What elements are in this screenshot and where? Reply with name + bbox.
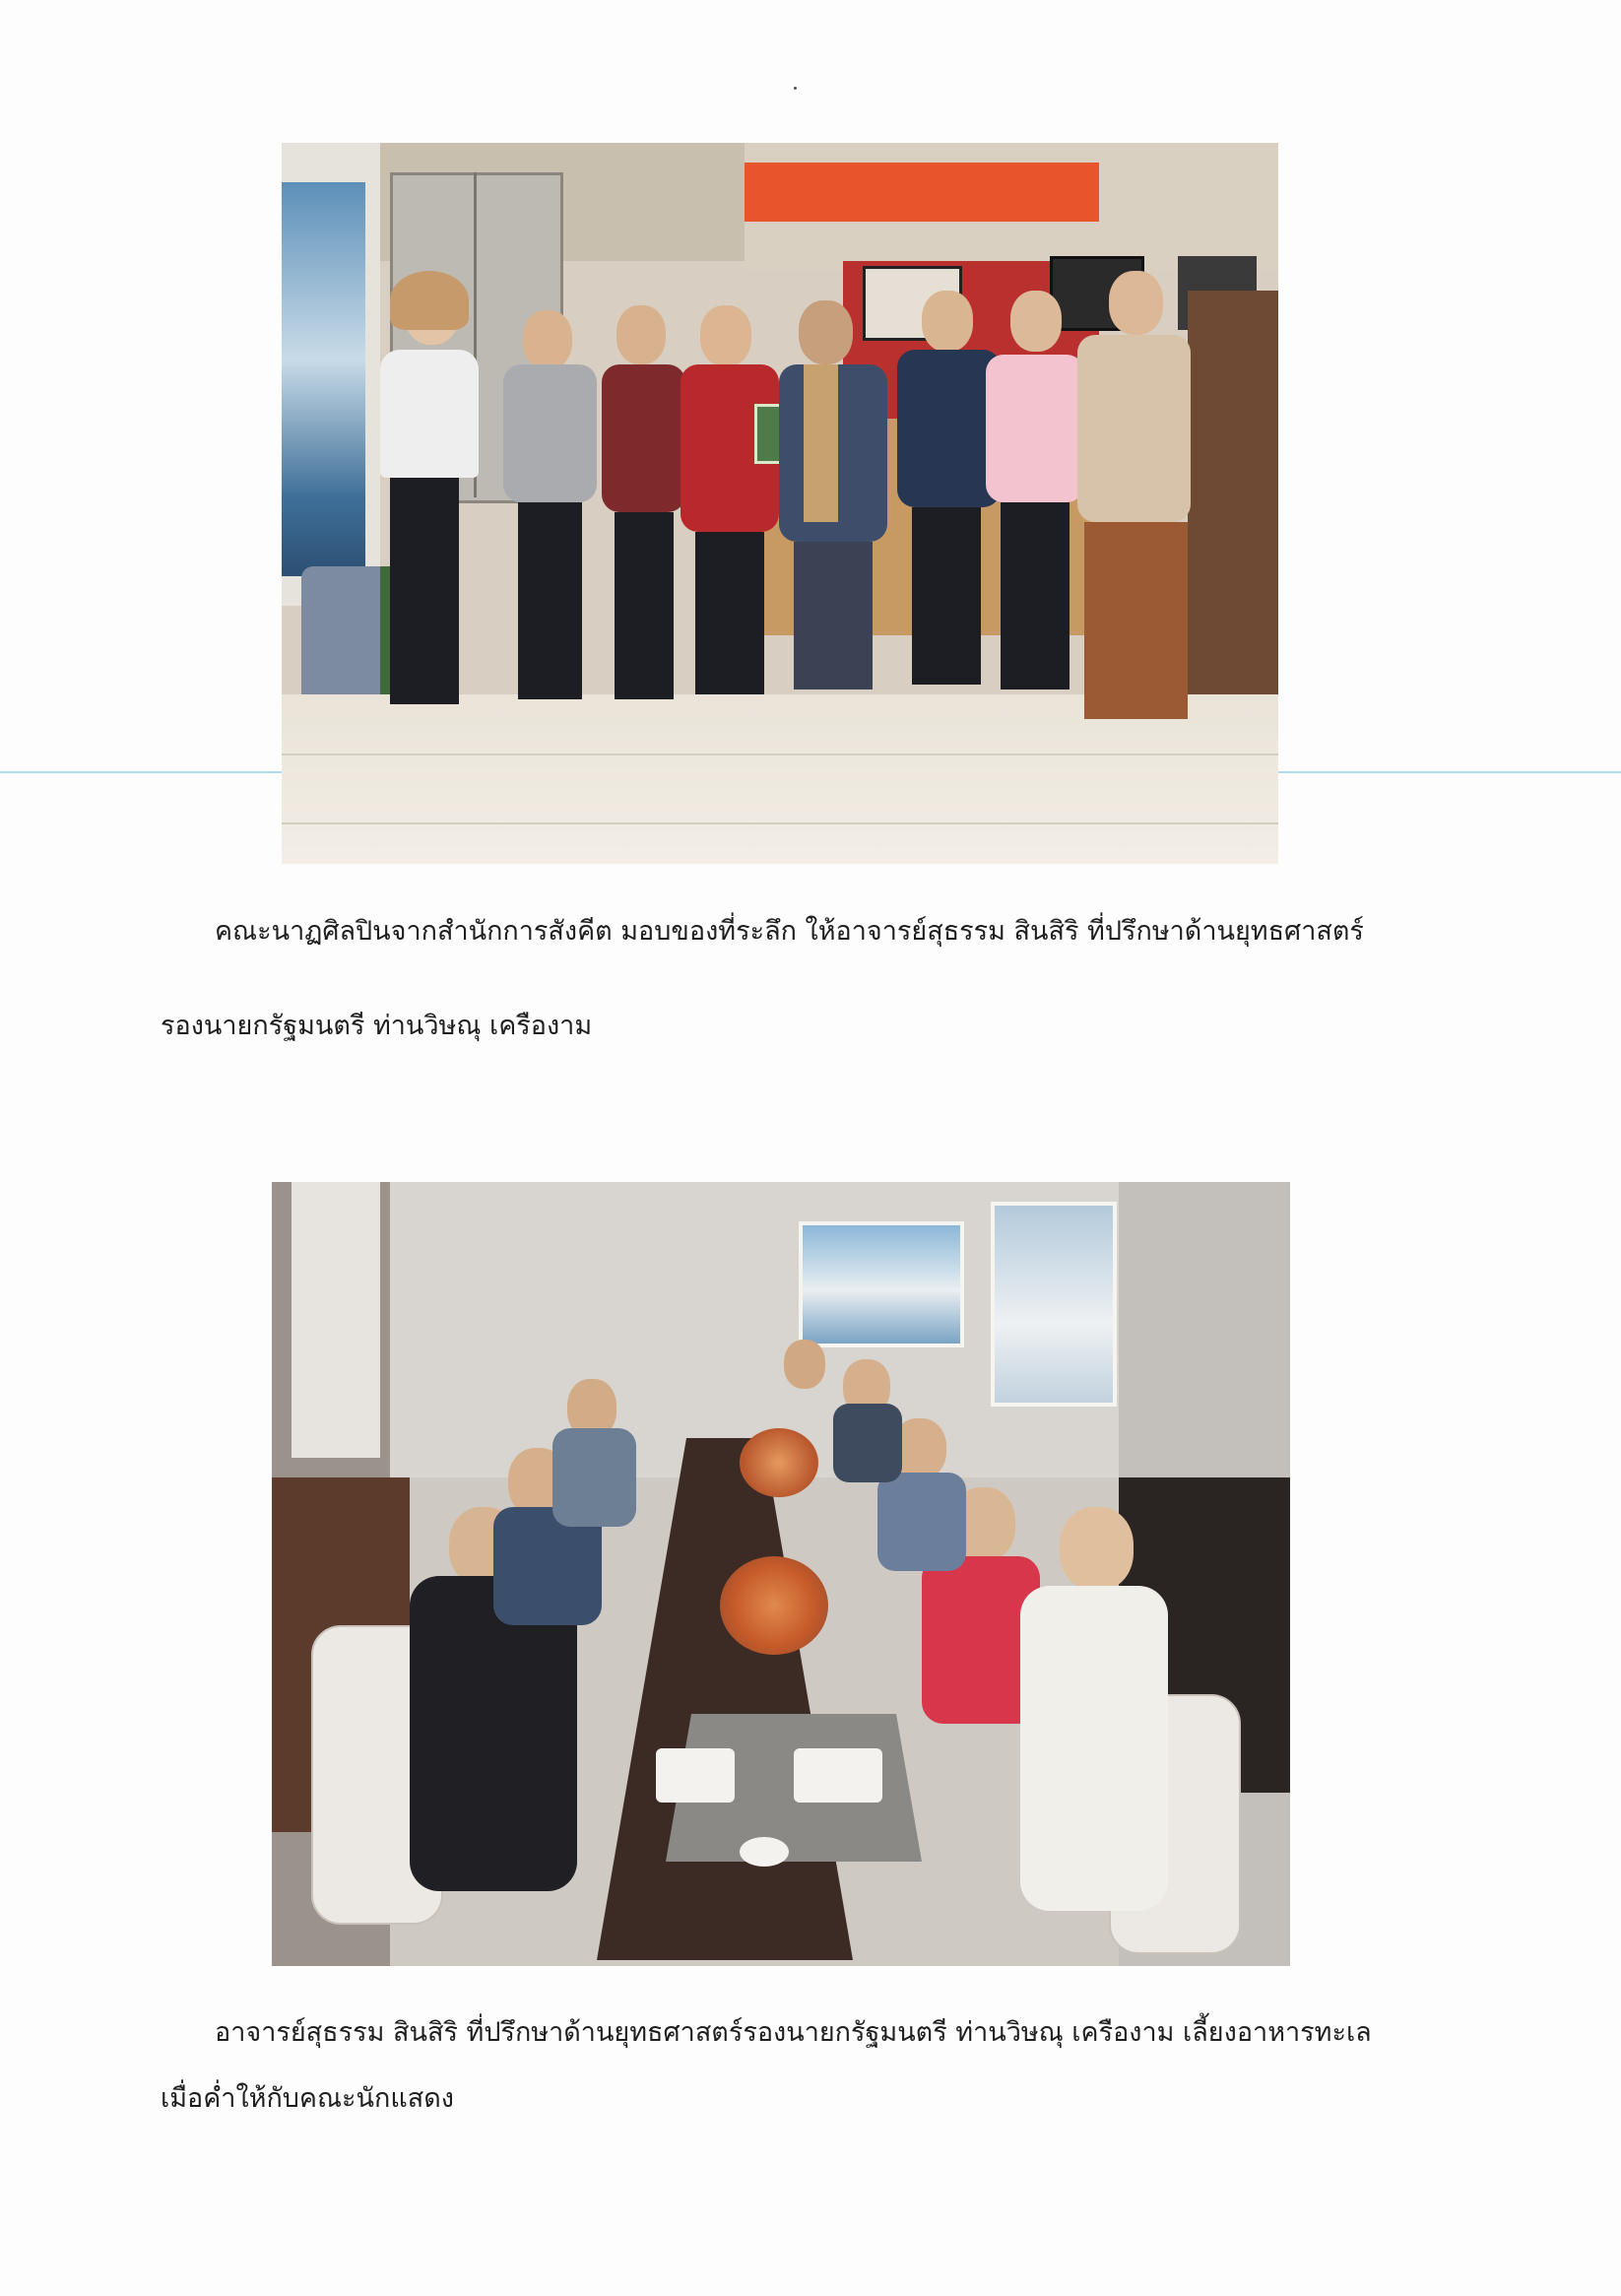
caption-1-line-1: คณะนาฏศิลปินจากสำนักการสังคีต มอบของที่ระลึก ให้อาจารย์สุธรรม สินสิริ ที่ปรึกษาด้านยุทธศาสตร์ <box>215 916 1364 947</box>
caption-2-line-2: เมื่อค่ำให้กับคณะนักแสดง <box>161 2083 454 2114</box>
harbor-painting <box>799 1221 964 1347</box>
window-painting <box>991 1202 1117 1407</box>
caption-1-line-2: รองนายกรัฐมนตรี ท่านวิษณุ เครืองาม <box>161 1011 593 1041</box>
scan-speck <box>794 87 797 90</box>
caption-2-line-1: อาจารย์สุธรรม สินสิริ ที่ปรึกษาด้านยุทธศาสตร์รองนายกรัฐมนตรี ท่านวิษณุ เครืองาม เลี้ยงอาหารทะเล <box>215 2017 1372 2048</box>
seafood-platter <box>720 1556 828 1655</box>
group-gift-photo <box>282 143 1278 864</box>
wave-painting <box>282 182 365 576</box>
dining-table <box>597 1438 853 1960</box>
seafood-dinner-photo <box>272 1182 1290 1966</box>
orange-sign <box>745 163 1099 222</box>
